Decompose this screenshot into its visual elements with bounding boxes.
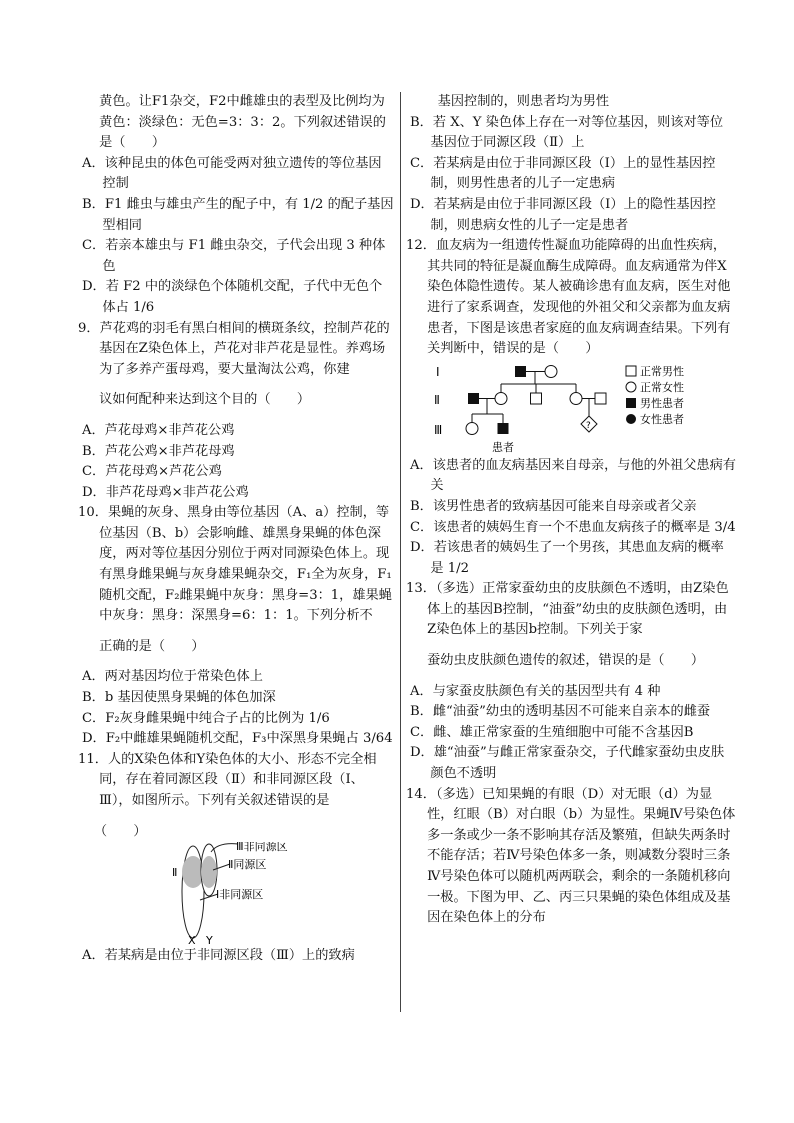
label-i: Ⅰ非同源区 [216, 888, 264, 902]
q12-option-c: C．该患者的姨妈生育一个不患血友病孩子的概率是 3/4 [409, 519, 736, 535]
legend-normal-male-icon [626, 366, 636, 376]
pedigree-figure [406, 360, 736, 456]
gen2-normal-female-1 [495, 392, 507, 404]
legend-affected-male-icon [626, 398, 636, 408]
q11-bracket: （ ） [93, 823, 147, 839]
legend-affected-female-icon [626, 414, 636, 424]
gen3-affected-male-patient [498, 423, 509, 434]
q8-option-b: B．F1 雌虫与雄虫产生的配子中，有 1/2 的配子基因型相同 [81, 196, 394, 233]
q10-option-c: C．F₂灰身雌果蝇中纯合子占的比例为 1/6 [81, 710, 330, 726]
q10-option-b: B．b 基因使黑身果蝇的体色加深 [81, 690, 276, 706]
label-iii: Ⅲ非同源区 [236, 842, 288, 854]
q8-line-2: 黄色：淡绿色：无色=3：3：2。下列叙述错误的 [99, 114, 386, 130]
q13-option-b: B．雌“油蚕”幼虫的透明基因不可能来自亲本的雌蚕 [409, 704, 711, 720]
gen1-affected-male [515, 366, 526, 377]
unknown-label: ? [586, 420, 591, 431]
q11-stem: 11．人的X染色体和Y染色体的大小、形态不完全相同，存在着同源区段（Ⅱ）和非同源区段（Ⅰ、Ⅲ），如图所示。下列有关叙述错误的是 [78, 751, 377, 808]
legend-normal-female-icon [626, 382, 636, 392]
q10-option-a: A．两对基因均位于常染色体上 [81, 669, 263, 685]
gen2-affected-male-1 [468, 393, 479, 404]
q12-option-a: A．该患者的血友病基因来自母亲，与他的外祖父患病有关 [409, 457, 736, 494]
gen1-normal-female [545, 365, 557, 377]
q8-line-1: 黄色。让F1杂交，F2中雌雄虫的表型及比例均为 [99, 94, 385, 109]
q9-stem-2: 议如何配种来达到这个目的（ ） [99, 392, 311, 408]
legend-affected-male: 男性患者 [640, 396, 684, 410]
gen-label-iii: Ⅲ [434, 422, 443, 437]
q10-stem: 10．果蝇的灰身、黑身由等位基因（A、a）控制，等位基因（B、b）会影响雌、雄黑身果蝇的体色深度，两对等位基因分别位于两对同源染色体上。现有黑身雌果蝇与灰身雄果蝇杂交，F₁全为灰身，F₁随机交配，F₂雌果蝇中灰身：黑身=3：1，雄果蝇中灰身：黑身：深黑身=6：1：1。下列分析不 [78, 505, 392, 624]
q8-line-3: 是（ ） [99, 135, 166, 151]
gen2-normal-female-2 [570, 392, 582, 404]
q13-option-c: C．雌、雄正常家蚕的生殖细胞中可能不含基因B [409, 724, 694, 740]
q12-option-d: D．若该患者的姨妈生了一个男孩，其患血友病的概率是 1/2 [409, 540, 724, 576]
label-y: Y [206, 934, 213, 947]
q11-option-a-cont: 基因控制的，则患者均为男性 [437, 94, 610, 109]
q8-option-c: C．若亲本雄虫与 F1 雌虫杂交，子代会出现 3 种体色 [81, 238, 386, 274]
q11-option-d: D．若某病是由位于非同源区段（Ⅰ）上的隐性基因控制，则患病女性的儿子一定是患者 [409, 196, 716, 233]
y-homologous-region [201, 856, 217, 888]
legend-affected-female: 女性患者 [640, 412, 684, 426]
q10-stem-2: 正确的是（ ） [99, 638, 205, 654]
pedigree-chart [406, 360, 736, 456]
q10-option-d: D．F₂中雌雄果蝇随机交配，F₃中深黑身果蝇占 3/64 [81, 731, 393, 747]
legend-normal-female: 正常女性 [640, 380, 684, 394]
label-line-iii [211, 844, 238, 852]
q9-option-d: D．非芦花母鸡×非芦花公鸡 [81, 484, 249, 500]
gen3-normal-female [466, 422, 478, 434]
q13-stem-2: 蚕幼虫皮肤颜色遗传的叙述，错误的是（ ） [427, 653, 705, 669]
q13-option-a: A．与家蚕皮肤颜色有关的基因型共有 4 种 [409, 683, 661, 699]
q12-stem: 12．血友病为一组遗传性凝血功能障碍的出血性疾病，其共同的特征是凝血酶生成障碍。血友病通常为伴X染色体隐性遗传。某人被确诊患有血友病，医生对他进行了家系调查，发现他的外祖父和父亲都为血友病患者，下图是该患者家庭的血友病调查结果。下列有关判断中，错误的是（ ） [406, 238, 731, 357]
q11-option-c: C．若某病是由位于非同源区段（Ⅰ）上的显性基因控制，则男性患者的儿子一定患病 [409, 155, 716, 192]
right-column [406, 92, 736, 929]
q9-option-b: B．芦花公鸡×非芦花母鸡 [81, 443, 235, 459]
gen2-normal-male [531, 393, 542, 404]
gen-label-ii: Ⅱ [434, 392, 440, 407]
label-x: X [188, 934, 196, 947]
left-column [78, 92, 394, 967]
gen2-normal-male-2 [595, 393, 606, 404]
label-ii: Ⅱ同源区 [228, 858, 267, 872]
q11-option-a: A．若某病是由位于非同源区段（Ⅲ）上的致病 [81, 948, 355, 964]
q8-option-d: D．若 F2 中的淡绿色个体随机交配，子代中无色个体占 1/6 [81, 279, 383, 315]
q9-option-a: A．芦花母鸡×非芦花公鸡 [81, 422, 235, 438]
q13-stem: 13．（多选）正常家蚕幼虫的皮肤颜色不透明，由Z染色体上的基因B控制，“油蚕”幼虫的皮肤颜色透明，由Z染色体上的基因b控制。下列关于家 [406, 581, 729, 638]
xy-chromosome-diagram [78, 842, 394, 946]
q13-option-d: D．雄“油蚕”与雌正常家蚕杂交，子代雌家蚕幼虫皮肤颜色不透明 [409, 745, 725, 782]
legend-normal-male: 正常男性 [640, 364, 684, 378]
column-divider [400, 92, 401, 1012]
label-ii-left: Ⅱ [172, 866, 178, 880]
patient-label: 患者 [492, 440, 514, 454]
q8-option-a: A．该种昆虫的体色可能受两对独立遗传的等位基因控制 [81, 155, 382, 192]
xy-chromosome-figure [78, 842, 394, 946]
q9-option-c: C．芦花母鸡×芦花公鸡 [81, 464, 222, 480]
q14-stem: 14．（多选）已知果蝇的有眼（D）对无眼（d）为显性，红眼（B）对白眼（b）为显性。果蝇Ⅳ号染色体多一条或少一条不影响其存活及繁殖，但缺失两条时不能存活；若Ⅳ号染色体多一条，则减数分裂时三条Ⅳ号染色体可以随机两两联会，剩余的一条随机移向一极。下图为甲、乙、丙三只果蝇的染色体组成及基因在染色体上的分布 [406, 786, 736, 926]
q12-option-b: B．该男性患者的致病基因可能来自母亲或者父亲 [409, 498, 697, 514]
q9-stem: 9．芦花鸡的羽毛有黑白相间的横斑条纹，控制芦花的基因在Z染色体上，芦花对非芦花是显性。养鸡场为了多养产蛋母鸡，要大量淘汰公鸡，你建 [78, 320, 390, 377]
q11-option-b: B．若 X、Y 染色体上存在一对等位基因，则该对等位基因位于同源区段（Ⅱ）上 [409, 114, 724, 151]
gen-label-i: Ⅰ [436, 364, 440, 379]
